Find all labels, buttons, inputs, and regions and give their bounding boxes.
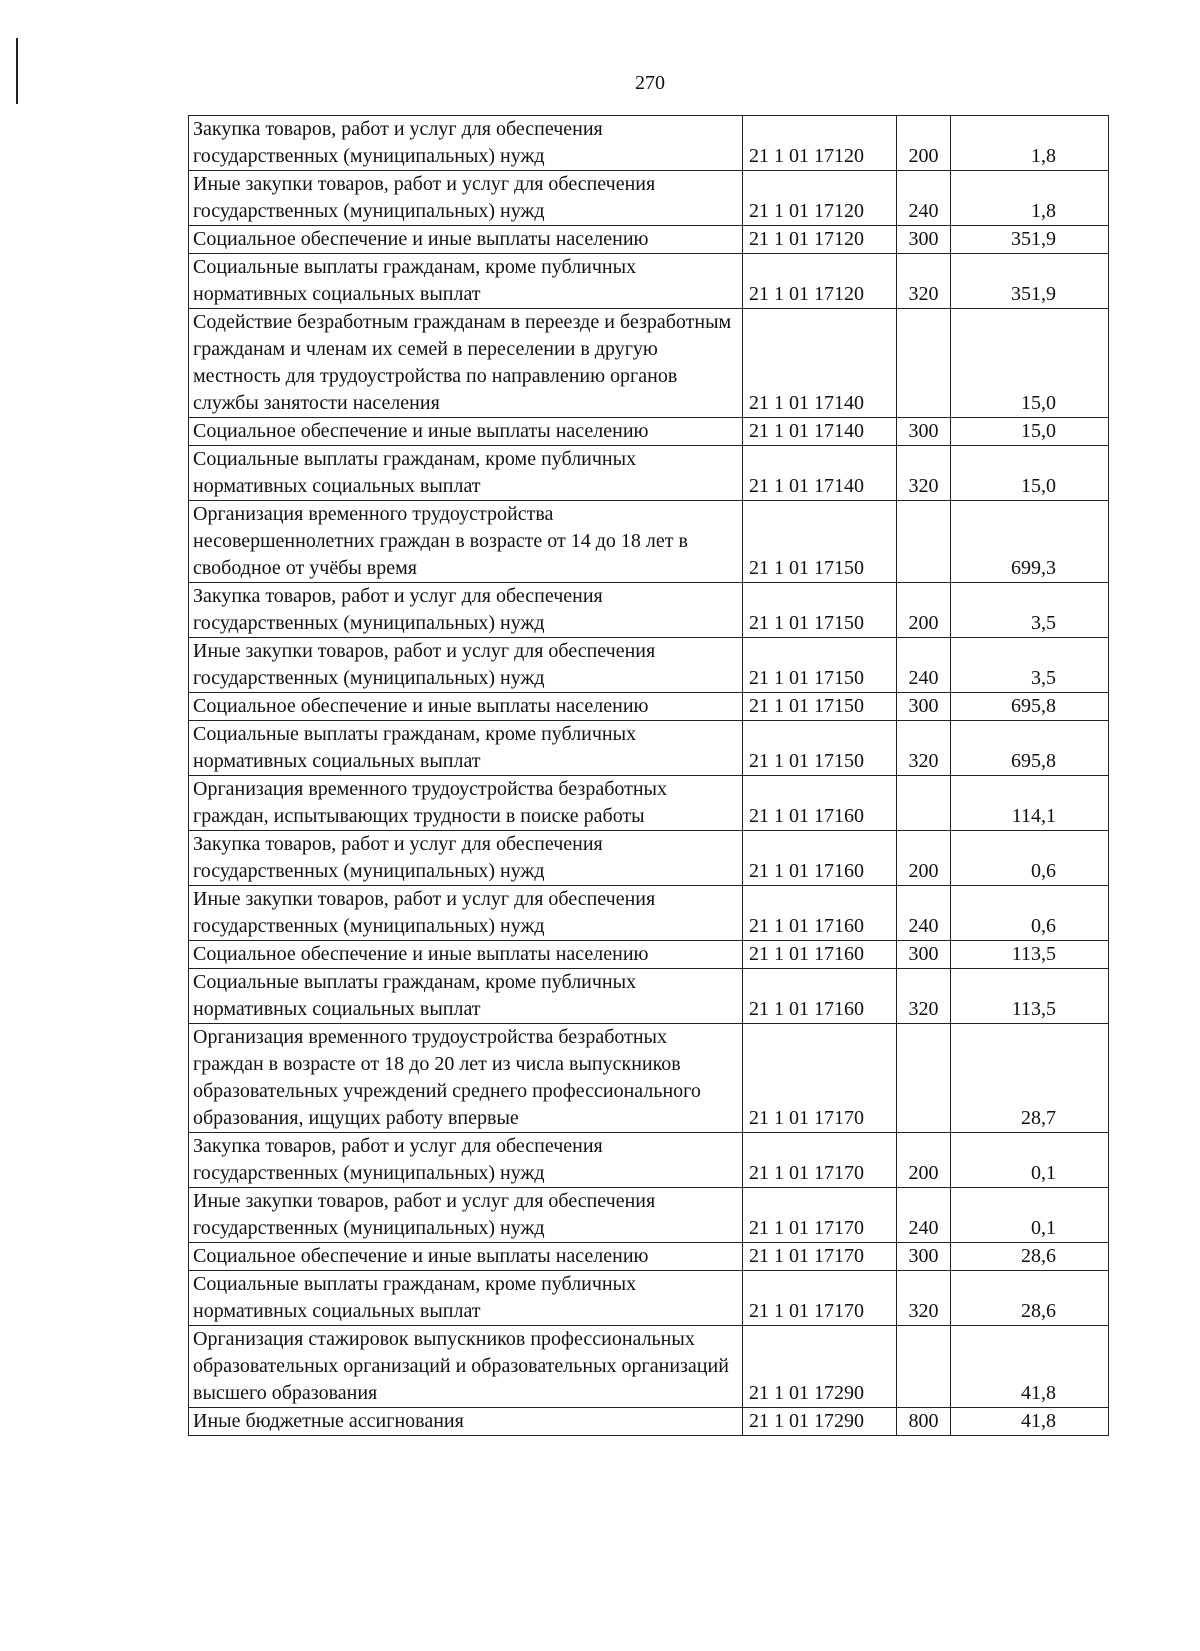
row-code-cell: 21 1 01 17120 <box>743 171 897 226</box>
row-expense-type-cell <box>897 1326 951 1408</box>
row-amount-cell: 0,1 <box>951 1188 1109 1243</box>
row-amount-cell: 3,5 <box>951 638 1109 693</box>
row-name-cell: Социальные выплаты гражданам, кроме публичных нормативных социальных выплат <box>189 446 743 501</box>
table-row <box>189 776 1109 831</box>
table-row <box>189 446 1109 501</box>
table-row <box>189 1024 1109 1133</box>
row-amount-cell: 695,8 <box>951 721 1109 776</box>
row-amount-cell: 0,6 <box>951 831 1109 886</box>
row-expense-type-cell <box>897 501 951 583</box>
row-name-cell: Организация временного трудоустройства безработных граждан, испытывающих трудности в поиске работы <box>189 776 743 831</box>
row-expense-type-cell: 320 <box>897 1271 951 1326</box>
row-amount-cell: 1,8 <box>951 171 1109 226</box>
row-amount-cell: 113,5 <box>951 941 1109 969</box>
row-name-cell: Социальное обеспечение и иные выплаты населению <box>189 418 743 446</box>
row-amount-cell: 699,3 <box>951 501 1109 583</box>
row-name-cell: Иные закупки товаров, работ и услуг для обеспечения государственных (муниципальных) нужд <box>189 171 743 226</box>
row-expense-type-cell: 320 <box>897 446 951 501</box>
row-name-cell: Организация стажировок выпускников профессиональных образовательных организаций и образовательных организаций высшего образования <box>189 1326 743 1408</box>
table-row <box>189 1188 1109 1243</box>
row-amount-cell: 695,8 <box>951 693 1109 721</box>
table-row <box>189 583 1109 638</box>
row-amount-cell: 28,6 <box>951 1271 1109 1326</box>
row-name-cell: Организация временного трудоустройства несовершеннолетних граждан в возрасте от 14 до 18 лет в свободное от учёбы время <box>189 501 743 583</box>
row-amount-cell: 3,5 <box>951 583 1109 638</box>
row-name-cell: Иные закупки товаров, работ и услуг для обеспечения государственных (муниципальных) нужд <box>189 886 743 941</box>
row-code-cell: 21 1 01 17150 <box>743 721 897 776</box>
row-amount-cell: 351,9 <box>951 226 1109 254</box>
table-row <box>189 1133 1109 1188</box>
row-name-cell: Социальные выплаты гражданам, кроме публичных нормативных социальных выплат <box>189 721 743 776</box>
row-code-cell: 21 1 01 17170 <box>743 1271 897 1326</box>
row-name-cell: Социальные выплаты гражданам, кроме публичных нормативных социальных выплат <box>189 254 743 309</box>
row-expense-type-cell: 300 <box>897 226 951 254</box>
table-row <box>189 116 1109 171</box>
row-code-cell: 21 1 01 17140 <box>743 309 897 418</box>
table-row <box>189 886 1109 941</box>
page-number: 270 <box>635 72 665 94</box>
row-code-cell: 21 1 01 17120 <box>743 116 897 171</box>
row-name-cell: Иные закупки товаров, работ и услуг для обеспечения государственных (муниципальных) нужд <box>189 1188 743 1243</box>
row-expense-type-cell: 300 <box>897 1243 951 1271</box>
table-row <box>189 638 1109 693</box>
table-row <box>189 693 1109 721</box>
row-code-cell: 21 1 01 17150 <box>743 583 897 638</box>
table-row <box>189 721 1109 776</box>
row-code-cell: 21 1 01 17160 <box>743 886 897 941</box>
row-name-cell: Закупка товаров, работ и услуг для обеспечения государственных (муниципальных) нужд <box>189 583 743 638</box>
row-expense-type-cell <box>897 309 951 418</box>
row-name-cell: Содействие безработным гражданам в переезде и безработным гражданам и членам их семей в переселении в другую местность для трудоустройства по направлению органов службы занятости населения <box>189 309 743 418</box>
row-code-cell: 21 1 01 17160 <box>743 776 897 831</box>
row-code-cell: 21 1 01 17170 <box>743 1024 897 1133</box>
table-row <box>189 831 1109 886</box>
table-row <box>189 254 1109 309</box>
row-expense-type-cell: 300 <box>897 693 951 721</box>
row-expense-type-cell: 200 <box>897 116 951 171</box>
budget-table-body <box>189 116 1109 1436</box>
row-expense-type-cell <box>897 776 951 831</box>
row-code-cell: 21 1 01 17140 <box>743 446 897 501</box>
row-code-cell: 21 1 01 17150 <box>743 638 897 693</box>
table-row <box>189 309 1109 418</box>
row-code-cell: 21 1 01 17160 <box>743 941 897 969</box>
row-code-cell: 21 1 01 17150 <box>743 693 897 721</box>
row-amount-cell: 15,0 <box>951 309 1109 418</box>
row-expense-type-cell: 240 <box>897 886 951 941</box>
row-code-cell: 21 1 01 17120 <box>743 254 897 309</box>
row-code-cell: 21 1 01 17140 <box>743 418 897 446</box>
row-amount-cell: 113,5 <box>951 969 1109 1024</box>
row-amount-cell: 1,8 <box>951 116 1109 171</box>
row-amount-cell: 28,6 <box>951 1243 1109 1271</box>
row-code-cell: 21 1 01 17170 <box>743 1243 897 1271</box>
row-expense-type-cell: 200 <box>897 583 951 638</box>
table-row <box>189 1408 1109 1436</box>
row-name-cell: Закупка товаров, работ и услуг для обеспечения государственных (муниципальных) нужд <box>189 1133 743 1188</box>
table-row <box>189 1243 1109 1271</box>
row-expense-type-cell: 240 <box>897 638 951 693</box>
row-expense-type-cell: 300 <box>897 418 951 446</box>
table-row <box>189 941 1109 969</box>
table-row <box>189 226 1109 254</box>
row-name-cell: Социальное обеспечение и иные выплаты населению <box>189 693 743 721</box>
row-expense-type-cell: 200 <box>897 831 951 886</box>
row-code-cell: 21 1 01 17150 <box>743 501 897 583</box>
row-name-cell: Социальные выплаты гражданам, кроме публичных нормативных социальных выплат <box>189 1271 743 1326</box>
row-code-cell: 21 1 01 17160 <box>743 831 897 886</box>
row-name-cell: Социальное обеспечение и иные выплаты населению <box>189 1243 743 1271</box>
row-expense-type-cell: 200 <box>897 1133 951 1188</box>
row-code-cell: 21 1 01 17170 <box>743 1133 897 1188</box>
row-name-cell: Иные бюджетные ассигнования <box>189 1408 743 1436</box>
row-name-cell: Закупка товаров, работ и услуг для обеспечения государственных (муниципальных) нужд <box>189 831 743 886</box>
row-expense-type-cell: 240 <box>897 171 951 226</box>
row-amount-cell: 28,7 <box>951 1024 1109 1133</box>
table-row <box>189 969 1109 1024</box>
row-code-cell: 21 1 01 17170 <box>743 1188 897 1243</box>
row-code-cell: 21 1 01 17290 <box>743 1326 897 1408</box>
row-expense-type-cell <box>897 1024 951 1133</box>
row-expense-type-cell: 240 <box>897 1188 951 1243</box>
row-amount-cell: 41,8 <box>951 1326 1109 1408</box>
budget-table <box>188 115 1109 1436</box>
table-row <box>189 418 1109 446</box>
row-amount-cell: 15,0 <box>951 418 1109 446</box>
row-name-cell: Социальное обеспечение и иные выплаты населению <box>189 226 743 254</box>
row-amount-cell: 114,1 <box>951 776 1109 831</box>
row-amount-cell: 41,8 <box>951 1408 1109 1436</box>
row-code-cell: 21 1 01 17160 <box>743 969 897 1024</box>
table-row <box>189 501 1109 583</box>
row-name-cell: Организация временного трудоустройства безработных граждан в возрасте от 18 до 20 лет из числа выпускников образовательных учреждений среднего профессионального образования, ищущих работу впервые <box>189 1024 743 1133</box>
row-name-cell: Иные закупки товаров, работ и услуг для обеспечения государственных (муниципальных) нужд <box>189 638 743 693</box>
row-code-cell: 21 1 01 17290 <box>743 1408 897 1436</box>
row-expense-type-cell: 800 <box>897 1408 951 1436</box>
row-expense-type-cell: 320 <box>897 969 951 1024</box>
row-name-cell: Социальное обеспечение и иные выплаты населению <box>189 941 743 969</box>
row-amount-cell: 15,0 <box>951 446 1109 501</box>
row-expense-type-cell: 300 <box>897 941 951 969</box>
table-row <box>189 171 1109 226</box>
row-name-cell: Закупка товаров, работ и услуг для обеспечения государственных (муниципальных) нужд <box>189 116 743 171</box>
row-name-cell: Социальные выплаты гражданам, кроме публичных нормативных социальных выплат <box>189 969 743 1024</box>
row-amount-cell: 0,6 <box>951 886 1109 941</box>
row-code-cell: 21 1 01 17120 <box>743 226 897 254</box>
table-row <box>189 1271 1109 1326</box>
table-row <box>189 1326 1109 1408</box>
row-expense-type-cell: 320 <box>897 721 951 776</box>
row-amount-cell: 351,9 <box>951 254 1109 309</box>
row-amount-cell: 0,1 <box>951 1133 1109 1188</box>
margin-line <box>16 38 18 104</box>
row-expense-type-cell: 320 <box>897 254 951 309</box>
